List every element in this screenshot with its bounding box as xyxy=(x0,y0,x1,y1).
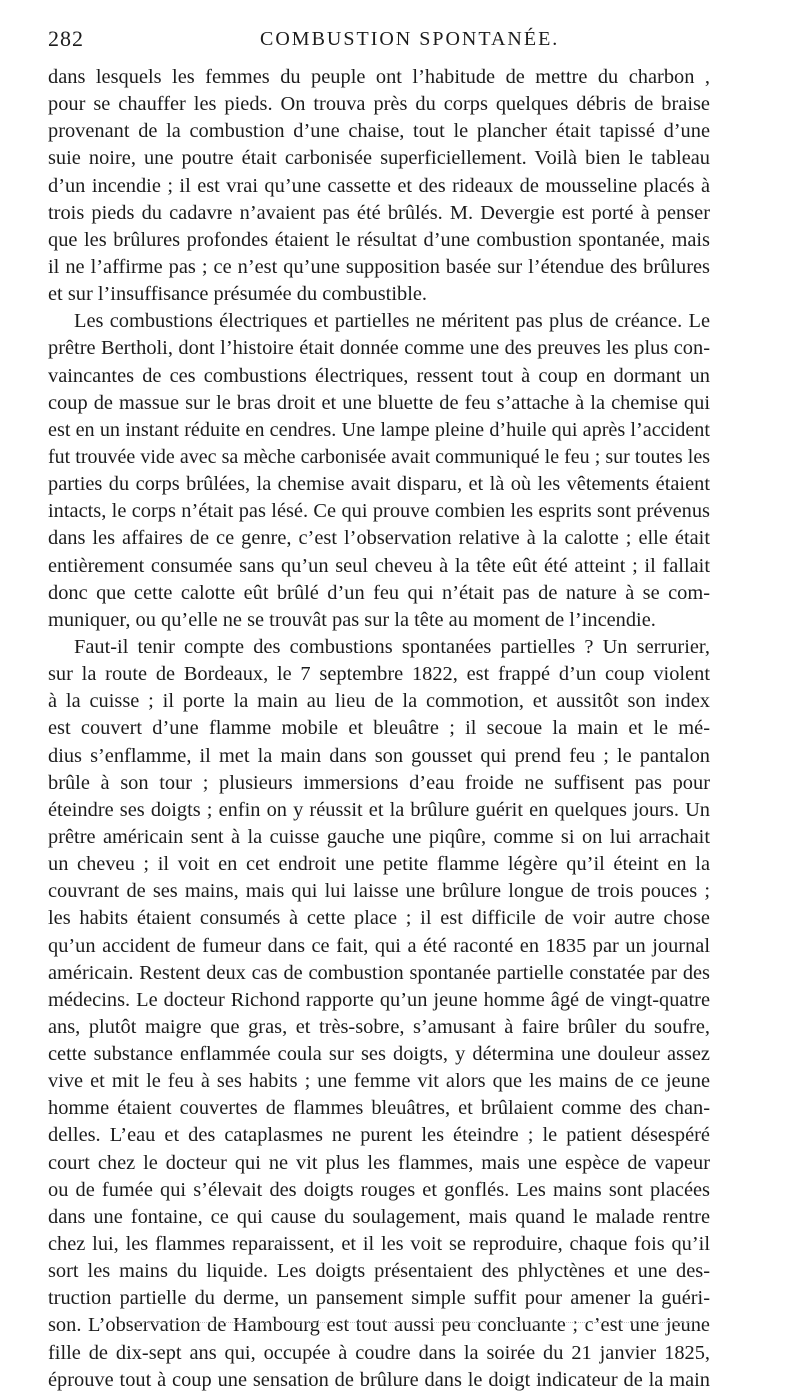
text-line: parties du corps brûlées, la chemise avait disparu, et là où les vêtements étaient xyxy=(48,473,710,496)
text-line: truction partielle du derme, un pansement simple suffit pour amener la guéri- xyxy=(48,1287,710,1310)
text-line: vaincantes de ces combustions électriques, ressent tout à coup en dormant un xyxy=(48,364,710,387)
text-line: Faut-il tenir compte des combustions spontanées partielles ? Un serrurier, xyxy=(74,635,710,658)
text-line: intacts, le corps n’était pas lésé. Ce qui prouve combien les esprits sont prévenus xyxy=(48,500,710,523)
text-line: est couvert d’une flamme mobile et bleuâtre ; il secoue la main et le mé- xyxy=(48,717,710,740)
text-line: éprouve tout à coup une sensation de brûlure dans le doigt indicateur de la main xyxy=(48,1368,710,1391)
page-number: 282 xyxy=(48,26,84,51)
text-line: fille de dix-sept ans qui, occupée à coudre dans la soirée du 21 janvier 1825, xyxy=(48,1341,710,1364)
text-line: brûle à son tour ; plusieurs immersions d’eau froide ne suffisent pas pour xyxy=(48,771,710,794)
text-line: il ne l’affirme pas ; ce n’est qu’une supposition basée sur l’étendue des brûlures xyxy=(48,255,710,278)
text-line: son. L’observation de Hambourg est tout aussi peu concluante ; c’est une jeune xyxy=(48,1314,710,1337)
running-title: COMBUSTION SPONTANÉE. xyxy=(260,28,560,50)
text-line: d’un incendie ; il est vrai qu’une cassette et des rideaux de mousseline placés à xyxy=(48,174,710,197)
text-line: et sur l’insuffisance présumée du combustible. xyxy=(48,283,428,306)
text-line: fut trouvée vide avec sa mèche carbonisée avait communiqué le feu ; sur toutes les xyxy=(48,445,710,468)
text-line: éteindre ses doigts ; enfin on y réussit et la brûlure guérit en quelques jours. Un xyxy=(48,798,710,821)
text-line: delles. L’eau et des cataplasmes ne purent les éteindre ; le patient désespéré xyxy=(48,1124,710,1147)
text-line: court chez le docteur qui ne vit plus les flammes, mais une espèce de vapeur xyxy=(48,1151,710,1174)
text-line: est en un instant réduite en cendres. Une lampe pleine d’huile qui après l’accident xyxy=(48,418,710,441)
page-header xyxy=(48,22,708,56)
text-line: cette substance enflammée coula sur ses doigts, y détermina une douleur assez xyxy=(48,1043,710,1066)
text-line: dius s’enflamme, il met la main dans son gousset qui prend feu ; le pantalon xyxy=(48,744,710,767)
text-line: sur la route de Bordeaux, le 7 septembre 1822, est frappé d’un coup violent xyxy=(48,663,710,686)
footer-rule xyxy=(120,1322,695,1323)
text-line: ou de fumée qui s’élevait des doigts rouges et gonflés. Les mains sont placées xyxy=(48,1178,710,1201)
text-line: vive et mit le feu à ses habits ; une femme vit alors que les mains de ce jeune xyxy=(48,1070,710,1093)
text-line: provenant de la combustion d’une chaise, tout le plancher était tapissé d’une xyxy=(48,120,710,143)
text-line: sort les mains du liquide. Les doigts présentaient des phlyctènes et une des- xyxy=(48,1260,710,1283)
text-line: muniquer, ou qu’elle ne se trouvât pas sur la tête au moment de l’incendie. xyxy=(48,608,656,631)
text-line: dans lesquels les femmes du peuple ont l’habitude de mettre du charbon , xyxy=(48,66,710,88)
text-line: dans les affaires de ce genre, c’est l’observation relative à la calotte ; elle était xyxy=(48,527,710,550)
text-line: trois pieds du cadavre n’avaient pas été brûlés. M. Devergie est porté à penser xyxy=(48,201,710,224)
body-text xyxy=(48,64,710,1394)
text-line: médecins. Le docteur Richond rapporte qu’un jeune homme âgé de vingt-quatre xyxy=(48,988,710,1011)
text-line: à la cuisse ; il porte la main au lieu de la commotion, et aussitôt son index xyxy=(48,690,710,713)
text-line: Les combustions électriques et partielles ne méritent pas plus de créance. Le xyxy=(74,310,710,333)
text-line: homme étaient couvertes de flammes bleuâtres, et brûlaient comme des chan- xyxy=(48,1097,710,1120)
text-line: couvrant de ses mains, mais qui lui laisse une brûlure longue de trois pouces ; xyxy=(48,880,710,903)
text-line: pour se chauffer les pieds. On trouva près du corps quelques débris de braise xyxy=(48,93,710,116)
text-line: un cheveu ; il voit en cet endroit une petite flamme légère qu’il éteint en la xyxy=(48,853,710,876)
text-line: prêtre Bertholi, dont l’histoire était donnée comme une des preuves les plus con- xyxy=(48,337,710,360)
text-line: suie noire, une poutre était carbonisée superficiellement. Voilà bien le tableau xyxy=(48,147,710,170)
text-line: ans, plutôt maigre que gras, et très-sobre, s’amusant à faire brûler du soufre, xyxy=(48,1015,710,1038)
text-line: qu’un accident de fumeur dans ce fait, qui a été raconté en 1835 par un journal xyxy=(48,934,710,957)
text-line: coup de massue sur le bras droit et une bluette de feu s’attache à la chemise qui xyxy=(48,391,710,414)
text-line: entièrement consumée sans qu’un seul cheveu à la tête eût été atteint ; il fallait xyxy=(48,554,710,577)
text-line: dans une fontaine, ce qui cause du soulagement, mais quand le malade rentre xyxy=(48,1205,710,1228)
text-line: donc que cette calotte eût brûlé d’un feu qui n’était pas de nature à se com- xyxy=(48,581,710,604)
text-line: prêtre américain sent à la cuisse gauche une piqûre, comme si on lui arrachait xyxy=(48,825,710,848)
text-line: les habits étaient consumés à cette place ; il est difficile de voir autre chose xyxy=(48,907,710,930)
text-line: américain. Restent deux cas de combustion spontanée partielle constatée par des xyxy=(48,961,710,984)
text-line: que les brûlures profondes étaient le résultat d’une combustion spontanée, mais xyxy=(48,228,710,251)
text-line: chez lui, les flammes reparaissent, et il les voit se reproduire, chaque fois qu’il xyxy=(48,1233,710,1256)
